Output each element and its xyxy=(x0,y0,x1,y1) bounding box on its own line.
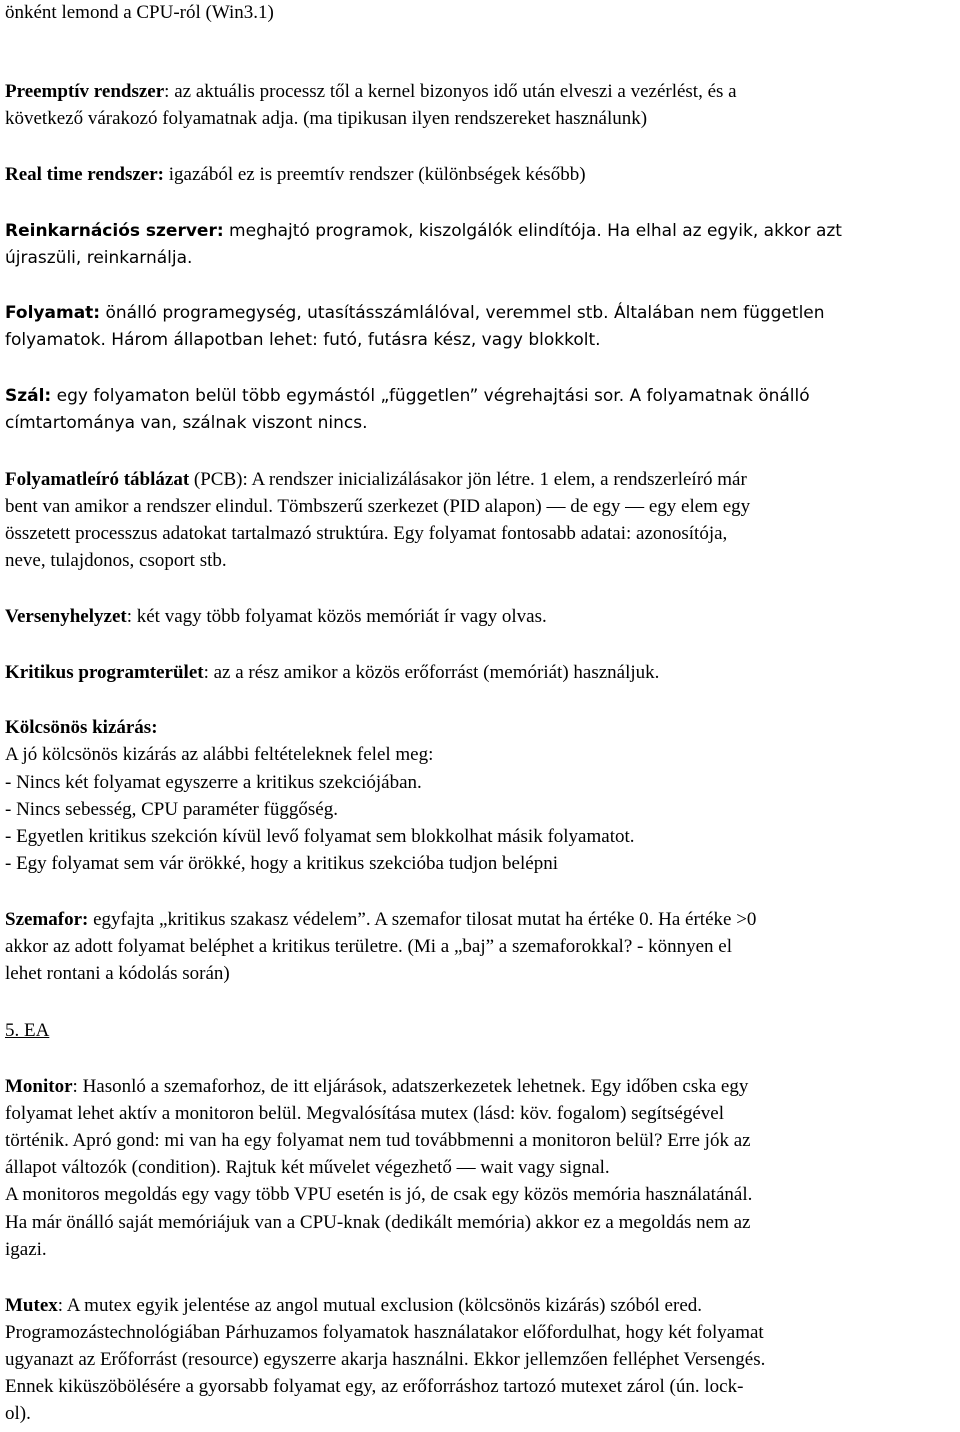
text-line: ugyanazt az Erőforrást (resource) egyszerre akarja használni. Ekkor jellemzően felléphet Versengés. xyxy=(5,1349,766,1370)
definition-reincarnation-server: Reinkarnációs szerver: meghajtó programok, kiszolgálók elindítója. Ha elhal az egyik, akkor azt xyxy=(5,221,842,241)
term: Mutex xyxy=(5,1295,58,1316)
term: Preemptív rendszer xyxy=(5,81,165,102)
list-item: - Nincs két folyamat egyszerre a kritikus szekciójában. xyxy=(5,772,422,793)
text-line: A jó kölcsönös kizárás az alábbi feltételeknek felel meg: xyxy=(5,744,434,765)
text-line: következő várakozó folyamatnak adja. (ma tipikusan ilyen rendszereket használunk) xyxy=(5,108,648,129)
text-line: újraszüli, reinkarnálja. xyxy=(5,248,193,268)
list-item: - Nincs sebesség, CPU paraméter függőség. xyxy=(5,799,338,820)
definition-race-condition: Versenyhelyzet: két vagy több folyamat közös memóriát ír vagy olvas. xyxy=(5,606,547,627)
text-line: címtartománya van, szálnak viszont nincs. xyxy=(5,413,368,433)
term: Szemafor: xyxy=(5,909,89,930)
definition-pcb: Folyamatleíró táblázat (PCB): A rendszer inicializálásakor jön létre. 1 elem, a rendszerleíró már xyxy=(5,469,747,490)
text-line: történik. Apró gond: mi van ha egy folyamat nem tud továbbmenni a monitoron belül? Erre jók az xyxy=(5,1130,751,1151)
term: Real time rendszer: xyxy=(5,164,164,185)
term: Reinkarnációs szerver: xyxy=(5,221,224,241)
text-line: Programozástechnológiában Párhuzamos folyamatok használatakor előfordulhat, hogy két folyamat xyxy=(5,1322,764,1343)
list-item: - Egy folyamat sem vár örökké, hogy a kritikus szekcióba tudjon belépni xyxy=(5,853,558,874)
term: Monitor xyxy=(5,1076,73,1097)
term: Kritikus programterület xyxy=(5,662,204,683)
term: Folyamatleíró táblázat xyxy=(5,469,190,490)
text-line: igazi. xyxy=(5,1239,47,1260)
term: Szál: xyxy=(5,386,52,406)
text-line: önként lemond a CPU-ról (Win3.1) xyxy=(5,2,274,23)
text-line: Ha már önálló saját memóriájuk van a CPU-knak (dedikált memória) akkor ez a megoldás nem az xyxy=(5,1212,751,1233)
section-heading-lecture-5: 5. EA xyxy=(5,1020,50,1041)
definition-monitor: Monitor: Hasonló a szemaforhoz, de itt eljárások, adatszerkezetek lehetnek. Egy időben cska egy xyxy=(5,1076,749,1097)
definition-semaphore: Szemafor: egyfajta „kritikus szakasz védelem”. A szemafor tilosat mutat ha értéke 0. Ha értéke >0 xyxy=(5,909,757,930)
text-line: folyamatok. Három állapotban lehet: futó, futásra kész, vagy blokkolt. xyxy=(5,330,601,350)
text-line: akkor az adott folyamat beléphet a kritikus területre. (Mi a „baj” a szemaforokkal? - könnyen el xyxy=(5,936,732,957)
text-line: lehet rontani a kódolás során) xyxy=(5,963,230,984)
definition-process: Folyamat: önálló programegység, utasításszámlálóval, veremmel stb. Általában nem független xyxy=(5,303,825,323)
text-line: bent van amikor a rendszer elindul. Tömbszerű szerkezet (PID alapon) — de egy — egy elem egy xyxy=(5,496,751,517)
text-line: neve, tulajdonos, csoport stb. xyxy=(5,550,227,571)
definition-critical-section: Kritikus programterület: az a rész amikor a közös erőforrást (memóriát) használjuk. xyxy=(5,662,660,683)
text-line: Ennek kiküszöbölésére a gyorsabb folyamat egy, az erőforráshoz tartozó mutexet zárol (ún. lock- xyxy=(5,1376,744,1397)
text-line: állapot változók (condition). Rajtuk két művelet végezhető — wait vagy signal. xyxy=(5,1157,610,1178)
list-item: - Egyetlen kritikus szekción kívül levő folyamat sem blokkolhat másik folyamatot. xyxy=(5,826,635,847)
definition-real-time: Real time rendszer: igazából ez is preemtív rendszer (különbségek később) xyxy=(5,164,586,185)
definition-mutex: Mutex: A mutex egyik jelentése az angol mutual exclusion (kölcsönös kizárás) szóból ered. xyxy=(5,1295,703,1316)
text-line: A monitoros megoldás egy vagy több VPU esetén is jó, de csak egy közös memória használatánál. xyxy=(5,1184,753,1205)
text-line: folyamat lehet aktív a monitoron belül. Megvalósítása mutex (lásd: köv. fogalom) segítségével xyxy=(5,1103,725,1124)
term: Folyamat: xyxy=(5,303,101,323)
definition-preemptive: Preemptív rendszer: az aktuális processz től a kernel bizonyos idő után elveszi a vezérlést, és a xyxy=(5,81,737,102)
section-heading-mutual-exclusion: Kölcsönös kizárás: xyxy=(5,717,158,738)
definition-thread: Szál: egy folyamaton belül több egymástól „független” végrehajtási sor. A folyamatnak önálló xyxy=(5,386,810,406)
term: Versenyhelyzet xyxy=(5,606,127,627)
text-line: összetett processzus adatokat tartalmazó struktúra. Egy folyamat fontosabb adatai: azonosítója, xyxy=(5,523,728,544)
text-line: ol). xyxy=(5,1403,31,1424)
